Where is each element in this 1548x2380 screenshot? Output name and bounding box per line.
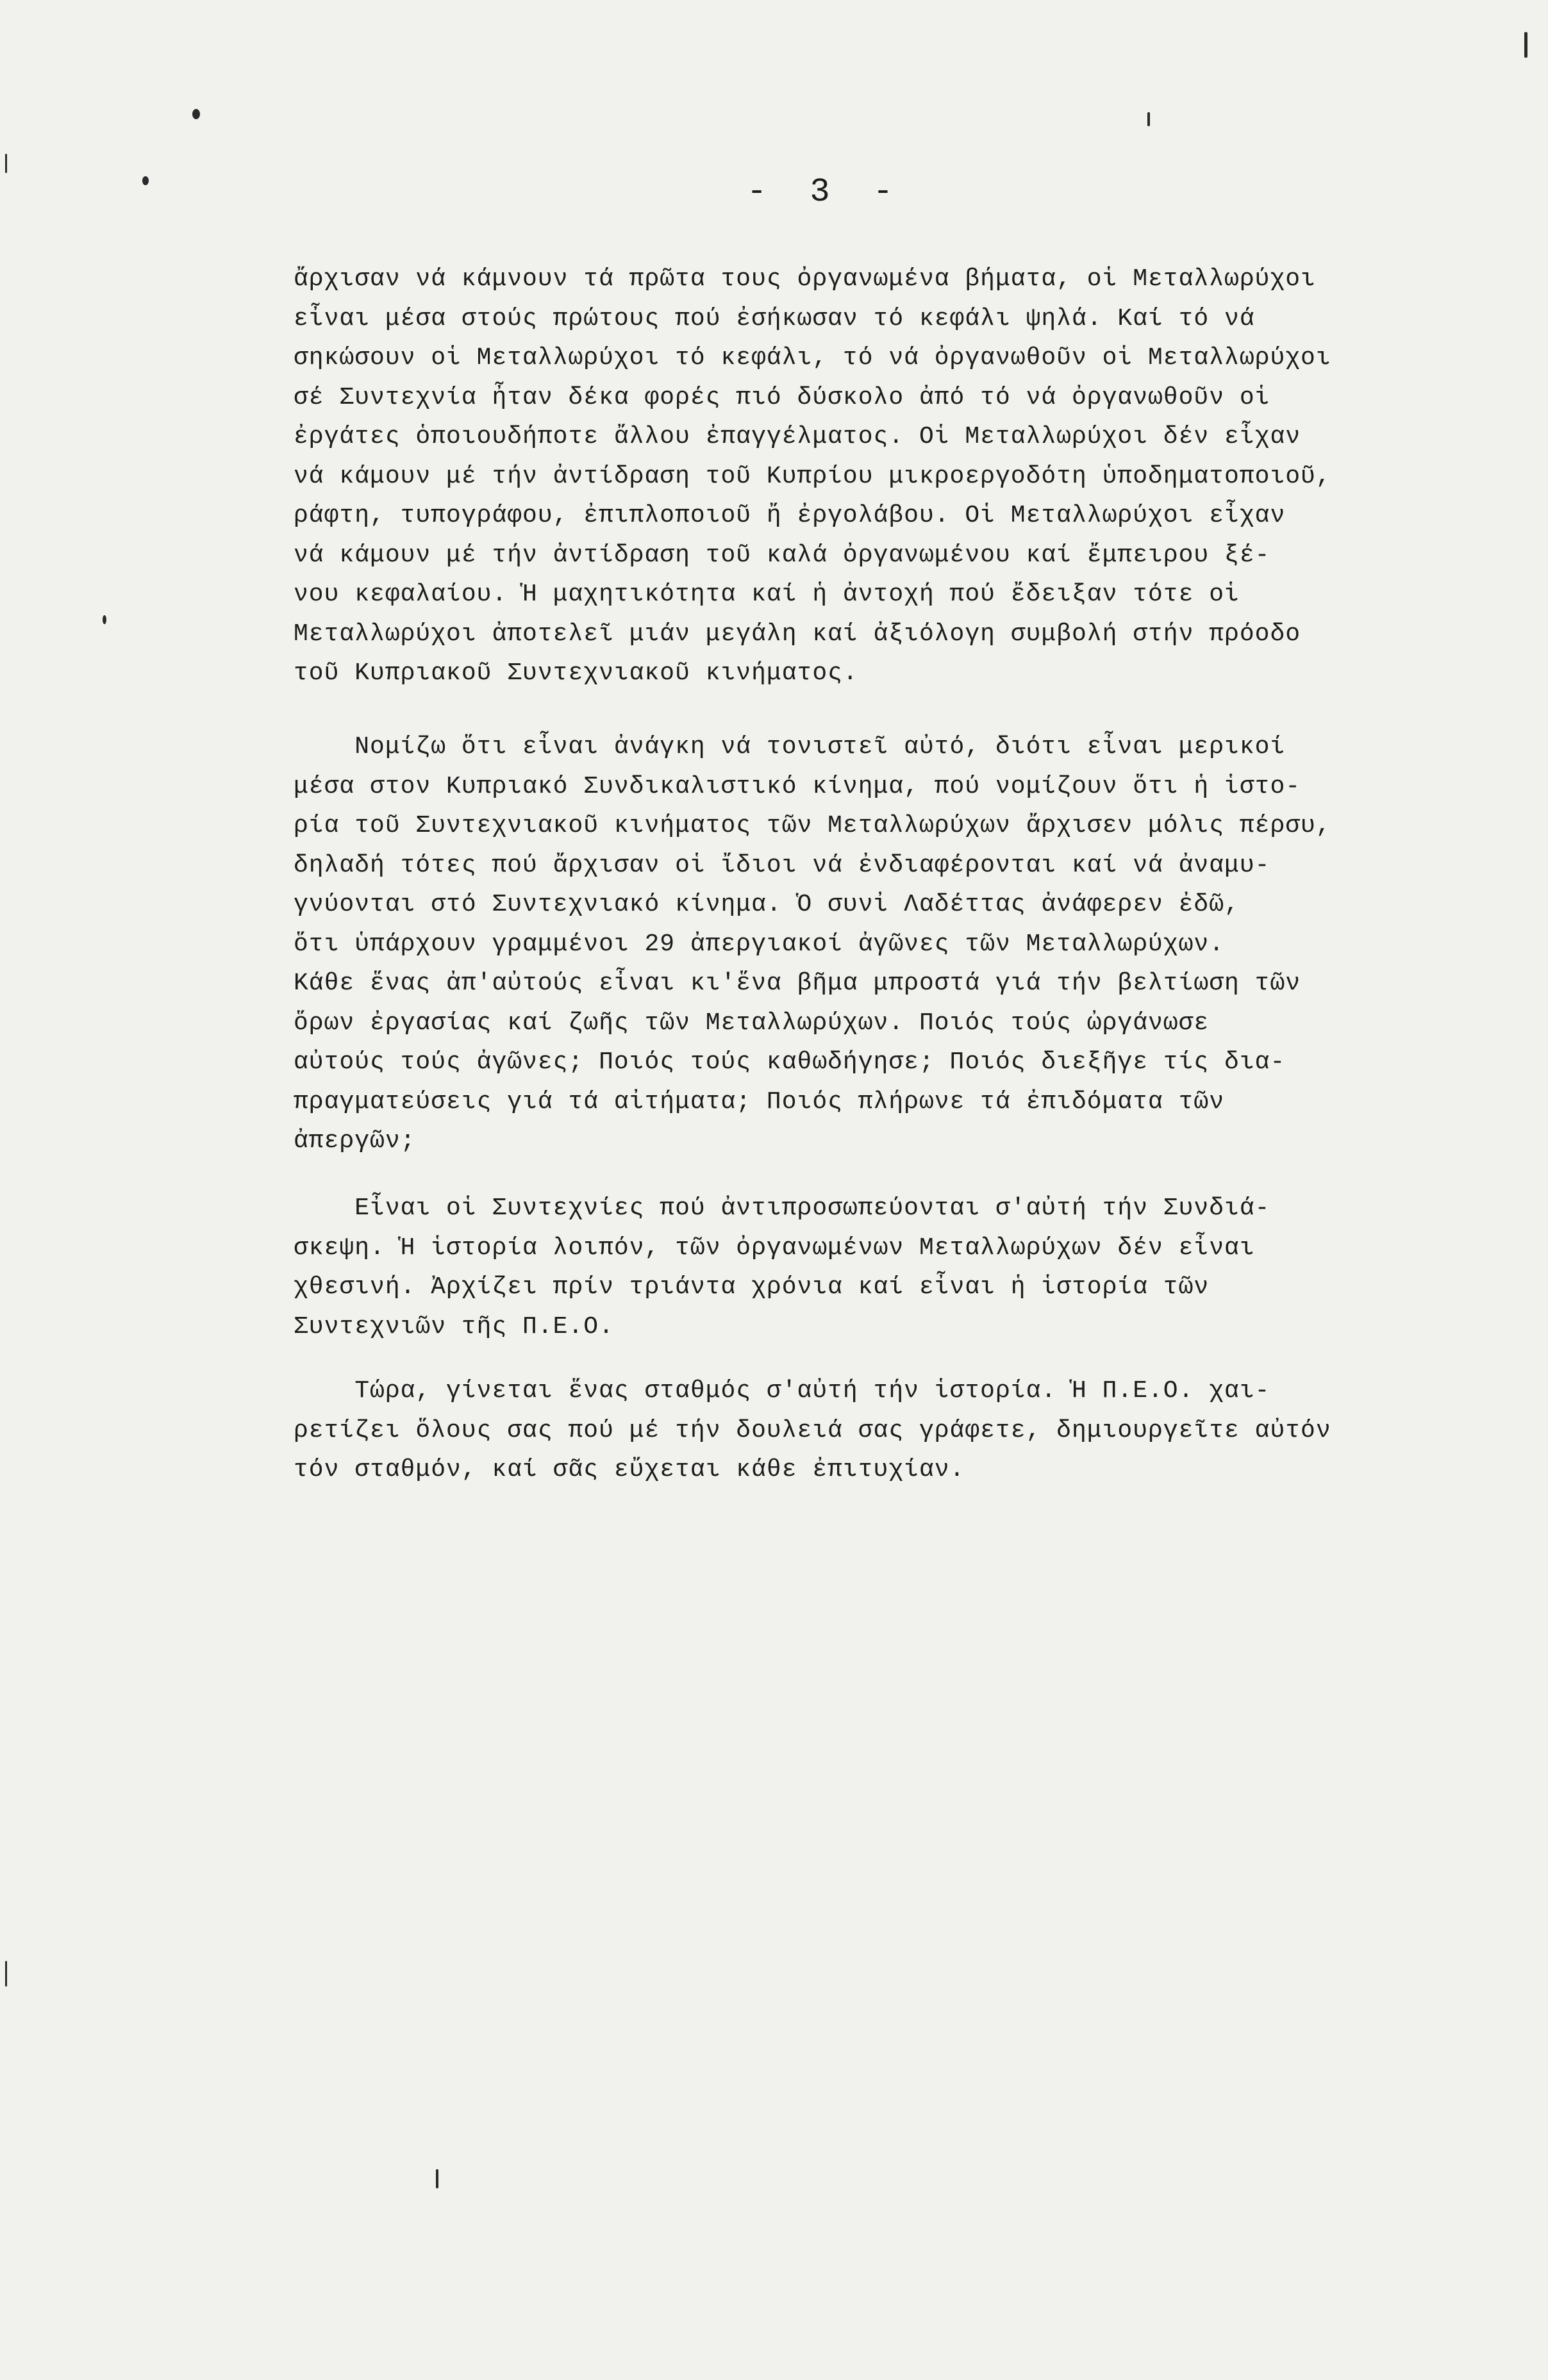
text-line: ράφτη, τυπογράφου, ἐπιπλοποιοῦ ἤ ἐργολάβου. Οἱ Μεταλλωρύχοι εἶχαν bbox=[294, 502, 1286, 529]
text-line: μέσα στον Κυπριακό Συνδικαλιστικό κίνημα, πού νομίζουν ὅτι ἡ ἱστο- bbox=[294, 772, 1301, 800]
text-line: γνύονται στό Συντεχνιακό κίνημα. Ὁ συνἰ Λαδέττας ἀνάφερεν ἐδῶ, bbox=[294, 891, 1240, 918]
text-line: ἄρχισαν νά κάμνουν τά πρῶτα τους ὀργανωμένα βήματα, οἱ Μεταλλωρύχοι bbox=[294, 265, 1316, 293]
text-line: ρία τοῦ Συντεχνιακοῦ κινήματος τῶν Μεταλλωρύχων ἄρχισεν μόλις πέρσυ, bbox=[294, 812, 1331, 839]
text-line: αὐτούς τούς ἀγῶνες; Ποιός τούς καθωδήγησε; Ποιός διεξῆγε τίς δια- bbox=[294, 1048, 1286, 1076]
text-line: ὅτι ὑπάρχουν γραμμένοι 29 ἀπεργιακοί ἀγῶνες τῶν Μεταλλωρύχων. bbox=[294, 930, 1225, 958]
text-line: νου κεφαλαίου. Ἡ μαχητικότητα καί ἡ ἀντοχή πού ἔδειξαν τότε οἱ bbox=[294, 581, 1240, 608]
scan-speck bbox=[5, 1961, 7, 1987]
text-line: ρετίζει ὅλους σας πού μέ τήν δουλειά σας γράφετε, δημιουργεῖτε αὐτόν bbox=[294, 1416, 1331, 1444]
scan-speck bbox=[436, 2169, 438, 2188]
paragraph-4 bbox=[294, 1371, 1447, 1490]
text-line: ἀπεργῶν; bbox=[294, 1127, 416, 1155]
scan-speck bbox=[5, 154, 7, 173]
text-line: Τώρα, γίνεται ἕνας σταθμός σ'αὐτή τήν ἱστορία. Ἡ Π.Ε.Ο. χαι- bbox=[294, 1377, 1270, 1405]
text-line: εἶναι μέσα στούς πρώτους πού ἐσήκωσαν τό κεφάλι ψηλά. Καί τό νά bbox=[294, 304, 1255, 333]
text-line: πραγματεύσεις γιά τά αἰτήματα; Ποιός πλήρωνε τά ἐπιδόματα τῶν bbox=[294, 1087, 1225, 1116]
text-line: τόν σταθμόν, καί σᾶς εὔχεται κάθε ἐπιτυχίαν. bbox=[294, 1456, 965, 1483]
paragraph-3 bbox=[294, 1189, 1447, 1346]
text-line: Εἶναι οἱ Συντεχνίες πού ἀντιπροσωπεύονται σ'αὐτή τήν Συνδιά- bbox=[294, 1194, 1270, 1222]
text-line: νά κάμουν μέ τήν ἀντίδραση τοῦ καλά ὀργανωμένου καί ἔμπειρου ξέ- bbox=[294, 541, 1270, 569]
text-line: ἐργάτες ὁποιουδήποτε ἄλλου ἐπαγγέλματος. Οἱ Μεταλλωρύχοι δέν εἶχαν bbox=[294, 423, 1301, 450]
text-line: Κάθε ἕνας ἀπ'αὐτούς εἶναι κι'ἕνα βῆμα μπροστά γιά τήν βελτίωση τῶν bbox=[294, 970, 1301, 997]
text-line: νά κάμουν μέ τήν ἀντίδραση τοῦ Κυπρίου μικροεργοδότη ὑποδηματοποιοῦ, bbox=[294, 462, 1331, 490]
text-line: ὅρων ἐργασίας καί ζωῆς τῶν Μεταλλωρύχων. Ποιός τούς ὠργάνωσε bbox=[294, 1009, 1210, 1037]
text-line: σηκώσουν οἱ Μεταλλωρύχοι τό κεφάλι, τό νά ὀργανωθοῦν οἱ Μεταλλωρύχοι bbox=[294, 344, 1331, 372]
paragraph-1 bbox=[294, 260, 1447, 693]
text-line: δηλαδή τότες πού ἄρχισαν οἱ ἴδιοι νά ἐνδιαφέρονται καί νά ἀναμυ- bbox=[294, 851, 1270, 879]
text-line: χθεσινή. Ἀρχίζει πρίν τριάντα χρόνια καί εἶναι ἡ ἱστορία τῶν bbox=[294, 1273, 1210, 1301]
page-number: - 3 - bbox=[747, 173, 905, 211]
text-line: Νομίζω ὅτι εἶναι ἀνάγκη νά τονιστεῖ αὐτό, διότι εἶναι μερικοί bbox=[294, 733, 1286, 761]
scan-speck bbox=[103, 615, 106, 624]
text-line: σκεψη. Ἡ ἱστορία λοιπόν, τῶν ὀργανωμένων Μεταλλωρύχων δέν εἶναι bbox=[294, 1234, 1255, 1262]
text-line: σέ Συντεχνία ἦταν δέκα φορές πιό δύσκολο ἀπό τό νά ὀργανωθοῦν οἱ bbox=[294, 383, 1270, 411]
scan-speck bbox=[192, 109, 200, 119]
scan-speck bbox=[142, 176, 149, 185]
text-line: τοῦ Κυπριακοῦ Συντεχνιακοῦ κινήματος. bbox=[294, 659, 858, 687]
scan-speck bbox=[1524, 32, 1527, 58]
text-line: Συντεχνιῶν τῆς Π.Ε.Ο. bbox=[294, 1312, 614, 1341]
paragraph-2 bbox=[294, 727, 1447, 1161]
scan-speck bbox=[1147, 112, 1150, 126]
text-line: Μεταλλωρύχοι ἀποτελεῖ μιάν μεγάλη καί ἀξιόλογη συμβολή στήν πρόοδο bbox=[294, 620, 1301, 648]
